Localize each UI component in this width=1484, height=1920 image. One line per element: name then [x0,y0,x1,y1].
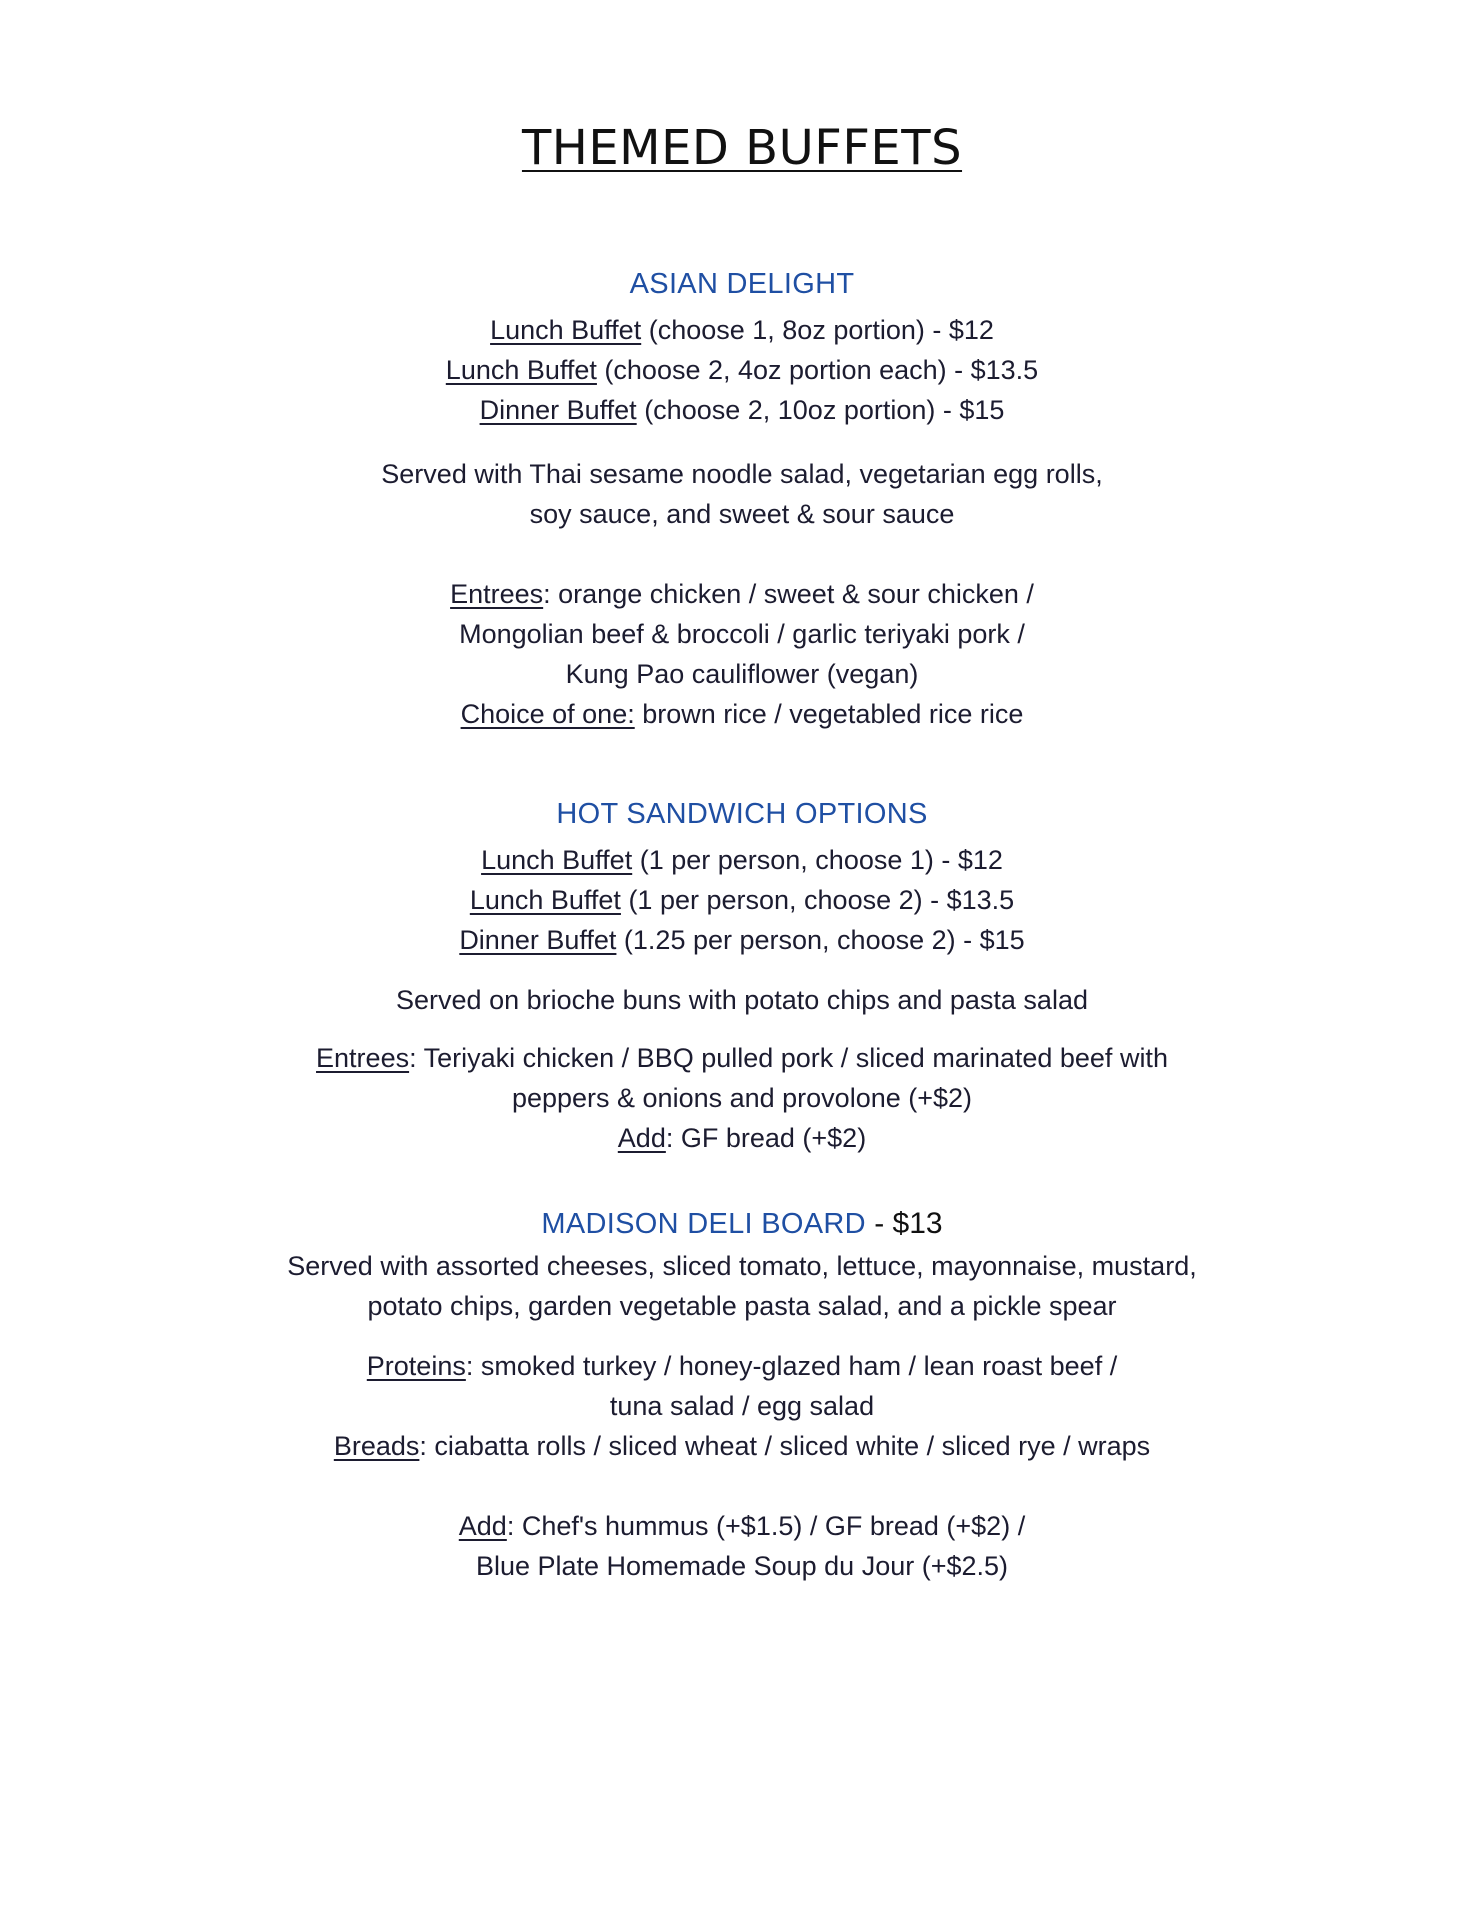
hot-sandwich-heading: HOT SANDWICH OPTIONS [556,798,928,830]
sandwich-option-3-label: Dinner Buffet [459,925,617,955]
sandwich-option-1-label: Lunch Buffet [481,845,633,875]
asian-entrees-line-3: Kung Pao cauliflower (vegan) [565,659,919,689]
deli-add-label: Add [458,1511,507,1541]
deli-add-line-1 [0,1506,1484,1546]
asian-served-line-1: Served with Thai sesame noodle salad, vegetarian egg rolls, [381,459,1103,489]
asian-option-3 [0,390,1484,430]
sandwich-entrees-text-1: : Teriyaki chicken / BBQ pulled pork / sliced marinated beef with [409,1043,1168,1073]
sandwich-add-text: : GF bread (+$2) [665,1123,867,1153]
madison-deli-heading-line [0,1204,1484,1244]
deli-add-line-2: Blue Plate Homemade Soup du Jour (+$2.5) [475,1551,1009,1581]
sandwich-option-2-label: Lunch Buffet [469,885,621,915]
asian-entrees-line-2: Mongolian beef & broccoli / garlic teriyaki pork / [459,619,1025,649]
asian-entrees-text-1: : orange chicken / sweet & sour chicken / [543,579,1034,609]
sandwich-add-line [0,1118,1484,1158]
sandwich-entrees-label: Entrees [316,1043,410,1073]
deli-breads-label: Breads [333,1431,420,1461]
asian-choice-label: Choice of one: [460,699,635,729]
sandwich-option-3-detail: (1.25 per person, choose 2) - $15 [616,925,1025,955]
asian-entrees-line-1 [0,574,1484,614]
sandwich-served-line: Served on brioche buns with potato chips and pasta salad [396,985,1088,1015]
asian-option-2-label: Lunch Buffet [445,355,597,385]
asian-option-2 [0,350,1484,390]
asian-option-1-label: Lunch Buffet [490,315,642,345]
asian-option-1 [0,310,1484,350]
sandwich-entrees-line-2: peppers & onions and provolone (+$2) [511,1083,973,1113]
deli-proteins-line-2: tuna salad / egg salad [609,1391,875,1421]
sandwich-option-3 [0,920,1484,960]
asian-entrees-label: Entrees [450,579,544,609]
asian-option-1-detail: (choose 1, 8oz portion) - $12 [641,315,994,345]
madison-deli-heading: MADISON DELI BOARD [541,1208,866,1240]
sandwich-option-2 [0,880,1484,920]
deli-add-text-1: : Chef's hummus (+$1.5) / GF bread (+$2) / [506,1511,1026,1541]
asian-option-3-label: Dinner Buffet [479,395,637,425]
page-title [0,118,1484,178]
sandwich-add-label: Add [617,1123,666,1153]
sandwich-option-1-detail: (1 per person, choose 1) - $12 [632,845,1003,875]
asian-option-3-detail: (choose 2, 10oz portion) - $15 [636,395,1005,425]
sandwich-option-1 [0,840,1484,880]
asian-option-2-detail: (choose 2, 4oz portion each) - $13.5 [596,355,1039,385]
asian-delight-heading: ASIAN DELIGHT [629,268,855,300]
deli-breads-line [0,1426,1484,1466]
madison-deli-price: - $13 [865,1207,943,1240]
deli-breads-text: : ciabatta rolls / sliced wheat / sliced white / sliced rye / wraps [419,1431,1151,1461]
page-title-text: THEMED BUFFETS [521,120,963,176]
asian-choice-text: brown rice / vegetabled rice rice [634,699,1024,729]
deli-proteins-label: Proteins [366,1351,466,1381]
deli-served-line-1: Served with assorted cheeses, sliced tomato, lettuce, mayonnaise, mustard, [287,1251,1197,1281]
asian-served-line-2: soy sauce, and sweet & sour sauce [529,499,955,529]
deli-served-line-2: potato chips, garden vegetable pasta salad, and a pickle spear [367,1291,1117,1321]
deli-proteins-text-1: : smoked turkey / honey-glazed ham / lean roast beef / [465,1351,1118,1381]
asian-choice-line [0,694,1484,734]
sandwich-entrees-line-1 [0,1038,1484,1078]
sandwich-option-2-detail: (1 per person, choose 2) - $13.5 [620,885,1015,915]
deli-proteins-line-1 [0,1346,1484,1386]
